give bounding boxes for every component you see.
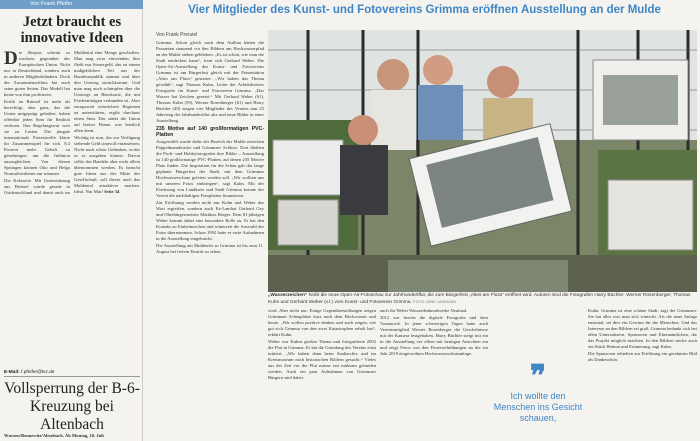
article-paragraph: Die Ausstellung am Muldeufer in Grimma ist bis zum 11. August bei freiem Eintritt zu sehen. <box>156 243 264 254</box>
photo-caption <box>268 293 697 306</box>
email-address: f.pfeifer@lvz.de <box>21 370 55 375</box>
left-byline: Von Frank Pfeifer <box>0 0 143 9</box>
second-headline: Vollsperrung der B-6-Kreuzung bei Altenbach <box>4 380 140 433</box>
article-paragraph: Die Sponsoren erhielten zur Eröffnung ein gerahmtes Bild als Dankeschön. <box>588 351 697 362</box>
article-paragraph: auch für Weber Wasserdenkmalwerke Neuland. <box>380 308 468 313</box>
divider <box>4 376 140 377</box>
article-paragraph: Weber war Kuhns großen Thema und fotografierte 2002 die Flut in Grimma. Er hat die Gründung des Vereins einst initiiert. „Wir haben dann beim Stadtarchiv und im Kreismuseum nach historischen Bildern gesucht.“ Vieles aus der Zeit vor der Flut müsse erst mühsam gefunden werden. Auch ein paar Aufnahmen von Grimmaer Bürgern sind dabei. <box>268 339 376 380</box>
author-email <box>4 370 140 375</box>
pull-quote <box>492 308 584 441</box>
article-subhead: 235 Motive auf 140 großformatigen PVC-Platten <box>156 126 264 138</box>
article-photo <box>268 30 697 292</box>
article-paragraph: Ausgewählt wurde dafür der Bereich der Mulde zwischen Pöppelmannbrücke und Grimmaer Schloss. Dort bleiben die Profi- und Hobbyfotografen ihre Bilder – Ausstellung ist 140 großformatige PVC-Platten, auf denen 235 Motive Platz finden. Die Inspiration für die Schau gab das lange geplante Bürgerfest der Stadt, mit dem Grimmas Hochwasserschutz gefeiert werden soll. „Wir wollten uns mit unseren Fotos einbringen“, sagt Kuhn. Mit der Förderung von Landkreis und Stadt Grimma konnte der Verein die nachhaltigen Fotoplatten finanzieren. <box>156 139 264 198</box>
article-column-4 <box>588 308 697 441</box>
article-paragraph: Grimma. Schon gleich nach dem Aufbau hätten die Passanten staunend vor den Bildern am Hochwasserpfad an der Mulde stehen geblieben. „Es ist schön, wie man die Stadt entdecken kann“, freut sich Gerhard Weber. Die Open-Air-Ausstellung des Kunst- und Fotovereins Grimma ist am Bürgerfest gleich mit der Präsentation „Altes am Fluss“ gestartet. „Wir haben das Thema gewählt“, sagt Thomas Kuhn, Leiter der Arbeitskreises Fotografie im Kunst- und Fotoverein Grimma. „Das Wasser hat Zeichen gesetzt.“ Mit Gerhard Weber (61), Thomas Kuhn (59), Werner Rosenberger (61) und Harry Büchler (49) zeigen vier Mitglieder des Vereins nun 25 Jahrestag der Jahrhundertflut alte und neue Bilder in einer Ausstellung. <box>156 40 264 123</box>
caption-title: „Wasserzeichen“ <box>268 293 308 298</box>
main-headline: Vier Mitglieder des Kunst- und Fotovereins Grimma eröffnen Ausstellung an der Mulde <box>188 4 661 16</box>
main-byline: Von Frank Prenzel <box>156 32 198 38</box>
left-paragraph-2: Kritik an Brüssel ist mehr als berechtigt, aber ganz, das die Union mitgeprägt gehalten, haben offenbar jeden Sinn für Realität verloren. Ihre Regelungswut weit sie zu Lasten. Die jüngste internationale Protestwelle klärte ihr Zusammenspiel für sich. 8,3 Prozent mehr Gehalt zu genehmigen, um die Inflation auszugleichen. Von diesen Sprüngen können Otto und Helga Normalverdiener nur träumen. <box>4 99 70 176</box>
second-article-start: Wurzen/Bennewitz/Altenbach. Ab Montag, 10. Juli <box>4 433 104 438</box>
left-paragraph-3: Die Kehrseite. Mit Unterstützung aus Brüssel würde gerade in Ostdeutschland und damit auch im Muldental eine Menge geschaffen. Man mag zwar einwenden, hier fließt nur Steuergeld, das zu einem maßgeblichen Teil aus der Bundesrepublik stammt und über den Umweg zurückkommt. Und man mag auch schimpfen über die Umwege an Bürokratie, die mit Förderanträgen verbunden ist. Aber europaweit schwächere Regionen zu unterstützen, ergibt durchaus einen Sinn. Das stärkt die Union auf breiter Ebene, was letztlich allen dient. <box>4 50 140 195</box>
photo-illustration <box>268 30 697 292</box>
left-column <box>0 0 143 441</box>
photo-credit: FOTO: DIRK JASMUND <box>413 299 457 304</box>
left-paragraph-1: Die Skepsis scheint so wachsen gegenüber der Europäischen Union. Nicht nur in Deutschland, sondern auch in anderen Mitgliedsländern. Doch der Zusammenschluss hat auch seine guten Seiten. Das Modell hat keine von ihm profitieren. <box>4 50 70 97</box>
pull-quote-text: Ich wollte den Menschen ins Gesicht schauen, <box>493 391 583 423</box>
left-headline: Jetzt braucht es innovative Ideen <box>20 14 124 46</box>
drop-cap: D <box>4 50 18 69</box>
article-paragraph: 2012 war bereits die digitale Fotografie und dem Vormarsch. In jener schwierigen Tagen hatte auch Vereinsmitglied Werner Rosenberger die Geschehnisse mit der Kamera festgehalten. Harry Büchler steigt mit ein in die Ausstellung vor allem mit heutigen Ansichten ein und zeigt Fotos von den Feuerwehrübungen an der im Jahr 2019 eingeweihten Hochwasserschutzanlage. <box>380 315 488 356</box>
article-paragraph: Zur Eröffnung werden nicht nur Kuhn und Weber das Wort ergreifen, sondern auch Ex-Landrat Gerhard Gey und Oberbürgermeister Matthias Berger. Dem 81-jährigen Weber kommt dabei eine besondere Rolle zu. Er hat den Kontakt zu Einheimischen und seinerzeit die Auswahl der Fotos übernommen. Schon 1992 hatte er erste Aufnahmen in die Ausstellung eingebracht. <box>156 200 264 241</box>
article-paragraph: wird. Aber nicht nur. Einige Gegenüberstellungen zeigen Grimmaer Schauplätze kurz nach dem Hochwasser und heute. „Wir wollen positive denken und auch zeigen, wie gut sich Grimma von den zwei Katastrophen erholt hat“, erklärt Kuhn. <box>268 308 376 337</box>
caption-text: heißt die neue Open-Air-Fotoschau zur Jahrhundertflut, die zum Bürgerfest „Altes am Fluss“ eröffnet wird. Autoren sind die Fotografen Harry Büchler, Werner Rosenberger, Thomas Kuhn und Gerhard Weber (v.l.) vom Kunst- und Fotoverein Grimma. <box>268 293 691 305</box>
article-paragraph: Kuhn. Grimma ist eine schöne Stadt, sagt der Grimmaer. Sie hat alles was man sich wünscht. Als die neue Anlage entstand, sei dies ein Gewinn für die Menschen. Und das Interesse an den Bildern sei groß. Grimma bedankt sich bei allen Unterstützern, Sponsoren und Ehrenamtlichen, die das Projekt möglich machten. In den Bildern stecke auch ein Stück Heimat und Erinnerung, sagt Kuhn. <box>588 308 697 349</box>
email-label: E-Mail: <box>4 370 20 375</box>
article-column-3 <box>380 308 488 441</box>
article-column-1 <box>156 40 264 441</box>
left-paragraph-4: Wichtig ist nun, das zur Verfügung stehende Geld sinnvoll einzusetzen. Nicht nach schon Gedanken, wofür es es ausgeben könnte. Davon sollte das Handeln aber nicht allein übernommen werden. Es braucht gute Ideen aus der Mitte der Gesellschaft, soll dieses auch das Muldental attraktiver machen. Ideal. Nur Mut! Seite 34 <box>74 135 140 194</box>
left-body <box>4 50 140 370</box>
article-column-2 <box>268 308 376 441</box>
quote-mark-icon: ❞ <box>529 360 547 393</box>
page-ref: Seite 34 <box>104 189 120 194</box>
